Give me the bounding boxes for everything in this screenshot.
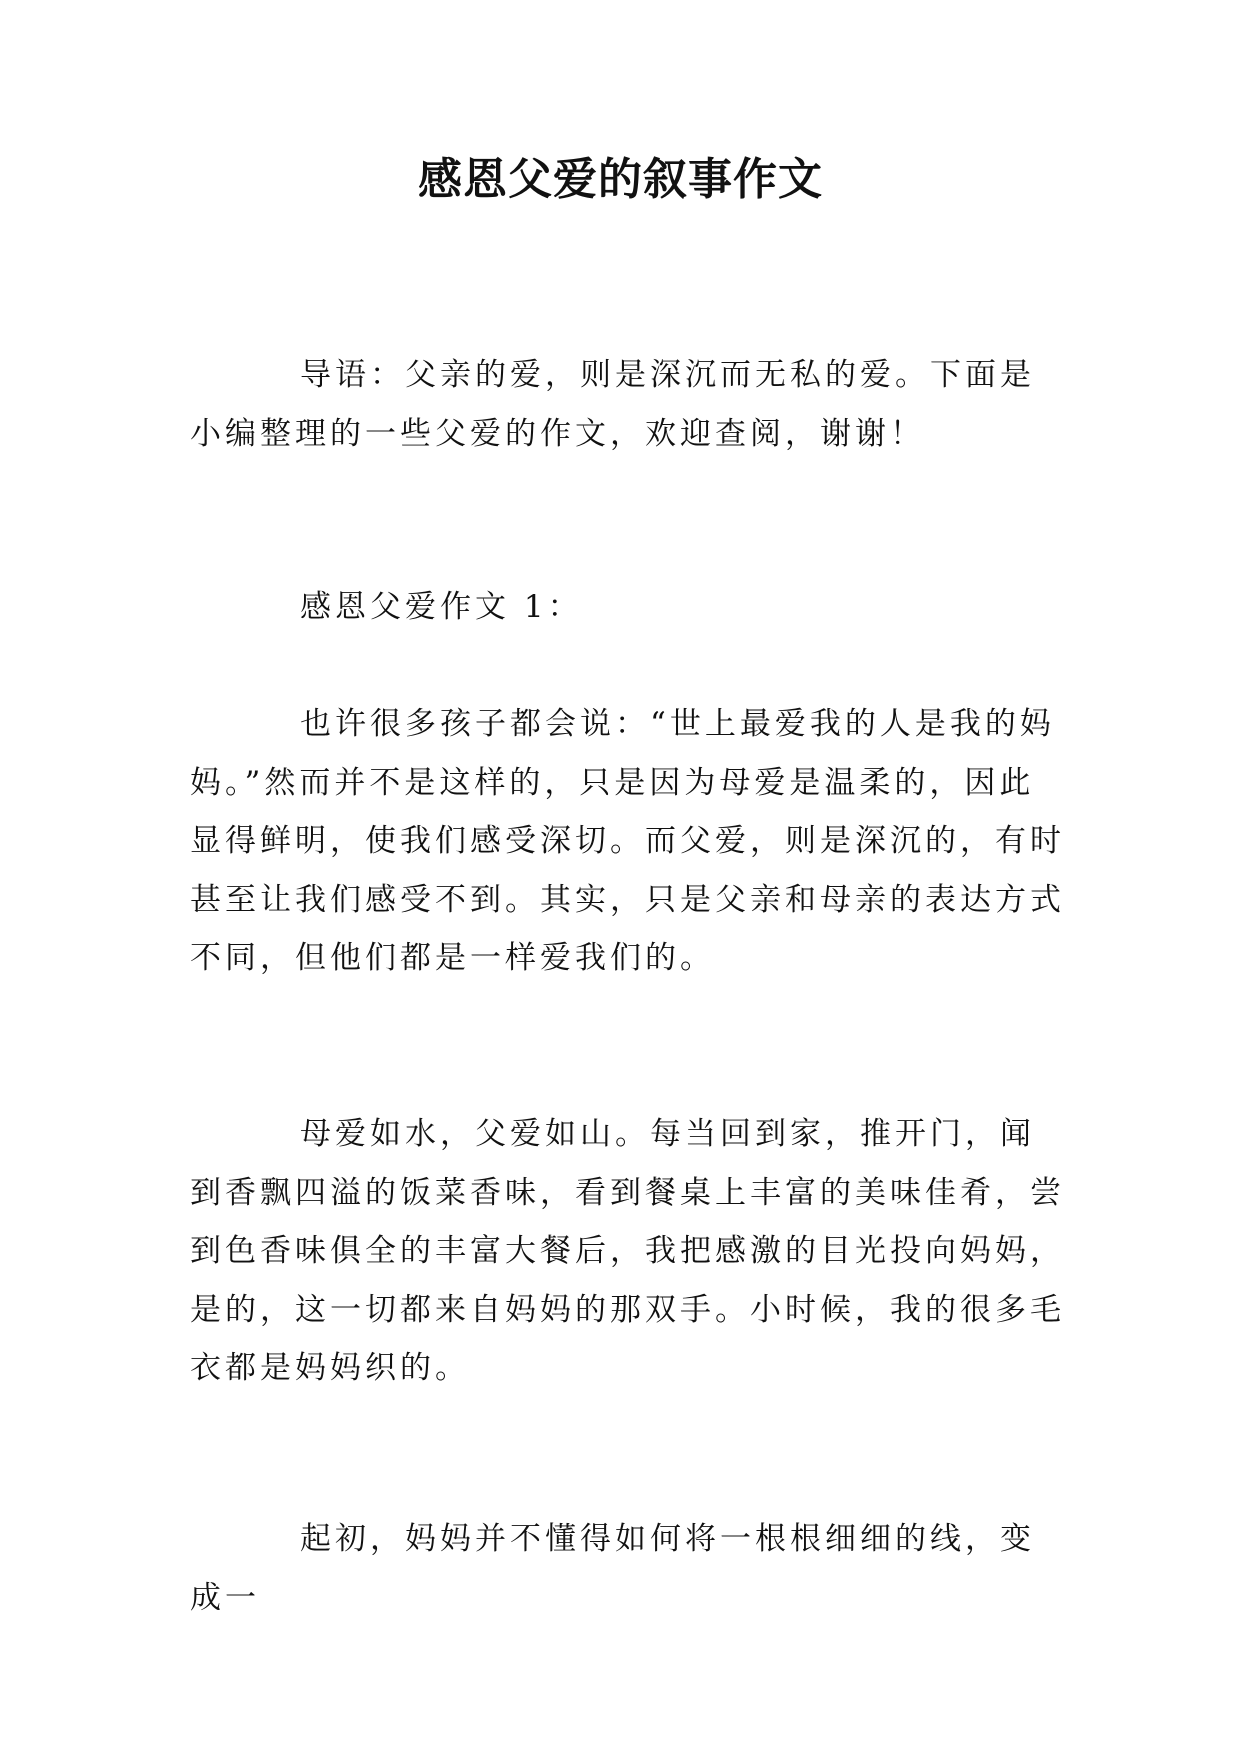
body-paragraph: 起初，妈妈并不懂得如何将一根根细细的线，变成一 (190, 1521, 1035, 1616)
document-title: 感恩父爱的叙事作文 (418, 154, 823, 205)
body-paragraph: 也许很多孩子都会说：“世上最爱我的人是我的妈妈。”然而并不是这样的，只是因为母爱是温柔的，因此显得鲜明，使我们感受深切。而父爱，则是深沉的，有时甚至让我们感受不到。其实，只是父亲和母亲的表达方式不同，但他们都是一样爱我们的。 (190, 706, 1065, 976)
body-paragraph: 母爱如水，父爱如山。每当回到家，推开门，闻到香飘四溢的饭菜香味，看到餐桌上丰富的美味佳肴，尝到色香味俱全的丰富大餐后，我把感激的目光投向妈妈，是的，这一切都来自妈妈的那双手。小时候，我的很多毛衣都是妈妈织的。 (190, 1116, 1065, 1386)
section-heading: 感恩父爱作文 1： (300, 589, 583, 625)
intro-paragraph: 导语：父亲的爱，则是深沉而无私的爱。下面是小编整理的一些父爱的作文，欢迎查阅，谢谢！ (190, 357, 1035, 452)
